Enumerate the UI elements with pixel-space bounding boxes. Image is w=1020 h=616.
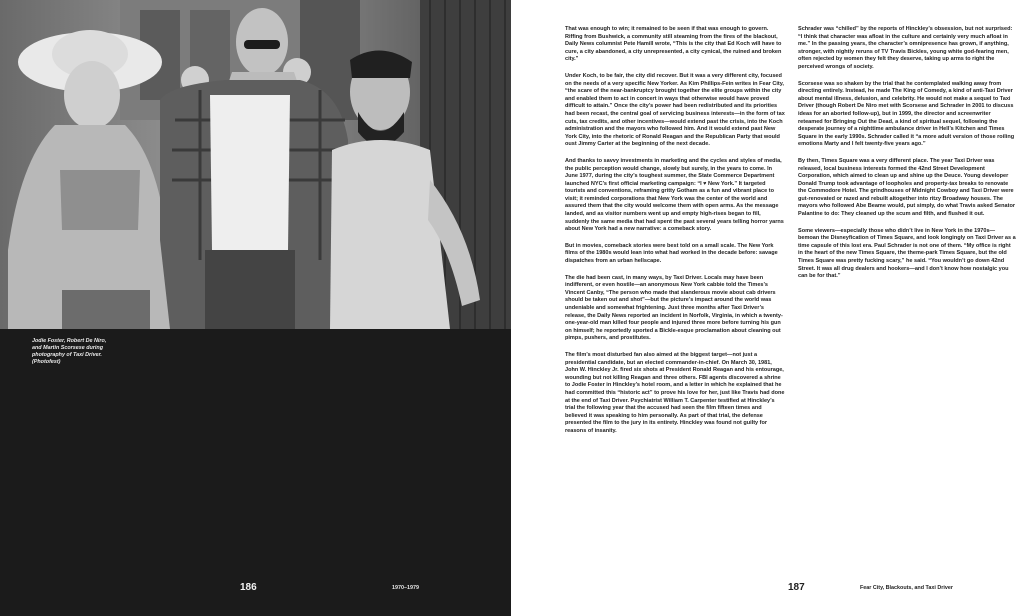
text-column-right [798,26,1016,290]
page-number-left: 186 [240,582,257,593]
running-head-right: Fear City, Blackouts, and Taxi Driver [860,585,953,591]
paragraph: That was enough to win; it remained to be seen if that was enough to govern. Riffing from Bushwick, a community still steaming from the fires of the blackout, Daily News columnist Pete Hamill wrote, “This is the city that Ed Koch will have to cure, a city abandoned, a city unrepresented, a city cynical, the ruined and broken city.” [565,26,782,63]
paragraph: Some viewers—especially those who didn’t live in New York in the 1970s—bemoan the Disneyfication of Times Square, and look longingly on Taxi Driver as a time capsule of this lost era. Paul Schrader is not one of them. “My office is right in the heart of the new Times Square, the theme-park Times Square, but the old Times Square was pretty fucking scary,” he said. “You wouldn’t go down 42nd Street. It was all drug dealers and hookers—and I don’t know how nostalgic you can be for that.” [798,227,1016,280]
production-photo-art [0,0,511,329]
text-column-left [565,26,785,445]
paragraph: Under Koch, to be fair, the city did recover. But it was a very different city, focused on the needs of a very specific New Yorker. As Kim Phillips-Fein writes in Fear City, “the scare of the near-bankruptcy brought together the elite groups within the city and enabled them to act in concert in ways that otherwise would have proved difficult to attain.” Once the city’s power had been redistributed and its priorities had been recast, the central goal of servicing business interests—in the form of tax cuts, tax credits, and other incentives—would extend past the crisis, into the Koch administration and the mayors who followed him. And it would extend past New York City, into the rhetoric of Ronald Reagan and the Republican Party that would oust Jimmy Carter at the beginning of the next decade. [565,72,785,148]
paragraph: But in movies, comeback stories were best told on a small scale. The New York films of the 1980s would lean into what had worked in the decade before: savage dispatches from an urban hellscape. [565,242,778,265]
paragraph: By then, Times Square was a very different place. The year Taxi Driver was released, local business interests formed the 42nd Street Development Corporation, which aimed to clean up and shine up the Deuce. Young developer Donald Trump took advantage of loopholes and property-tax breaks to renovate the Commodore Hotel. The grindhouses of Midnight Cowboy and Taxi Driver were gut-renovated or razed and rebuilt altogether into ritzy Broadway houses. The mayors who followed Abe Beame would, put simply, do what Travis asked Senator Palantine to do: They cleaned up the scum and filth, and flushed it out. [798,157,1015,218]
production-photo [0,0,511,329]
paragraph: The die had been cast, in many ways, by Taxi Driver. Locals may have been indifferent, or even hostile—an anonymous New York cabbie told the Times’s Vincent Canby, “The person who made that slanderous movie about cab drivers should be taken out and shot”—but the picture’s impact around the world was undeniable and somewhat frightening. Just three months after Taxi Driver’s release, the Daily News reported an incident in Norfolk, Virginia, in which a twenty-one-year-old man killed four people and injured three more before turning his gun on himself; he reportedly sported a Bickle-esque proclamation about cleaning out pimps, pushers, and prostitutes. [565,274,783,342]
paragraph: The film’s most disturbed fan also aimed at the biggest target—not just a presidential candidate, but an elected commander-in-chief. On March 30, 1981, John W. Hinckley Jr. fired six shots at President Ronald Reagan and his entourage, wounding but not killing Reagan and three others. FBI agents discovered a shrine to Jodie Foster in Hinckley’s hotel room, and a letter in which he explained that he had committed this “historic act” to prove his love for her, just like Travis had done at the end of Taxi Driver. Psychiatrist William T. Carpenter testified at Hinckley’s trial the following year that the accused had seen the film fifteen times and believed it was speaking to him personally. As part of that trial, the defense presented the film to the jury in its entirety. Hinckley was found not guilty for reasons of insanity. [565,351,785,434]
paragraph: Scorsese was so shaken by the trial that he contemplated walking away from directing entirely. Instead, he made The King of Comedy, a kind of anti-Taxi Driver about mental illness, delusion, and celebrity. He would not make a sequel to Taxi Driver (though Robert De Niro met with Scorsese and Schrader in 2001 to discuss ideas for an aborted follow-up), but in 1999, the director and screenwriter reteamed for Bringing Out the Dead, a kind of spiritual sequel, following the desperate journey of a nighttime ambulance driver in Hell’s Kitchen and Times Square in the early 1990s. Schrader called it “a more adult version of those roiling emotions Marty and I felt twenty-five years ago.” [798,80,1015,148]
page-number-right: 187 [788,582,805,593]
paragraph: And thanks to savvy investments in marketing and the cycles and styles of media, the public perception would change, slowly but surely, in the years to come. In June 1977, during the city’s toughest summer, the State Commerce Department launched NYC’s first official marketing campaign: “I ♥ New York.” It targeted tourists and conventions, reframing gritty Gotham as a fun and vibrant place to visit; it reminded corporations that New York was the center of the world and assured them that the city would welcome them with open arms. As the message landed, and as visitor numbers went up and empty high-rises began to fill, suddenly the same media that had spent the past several years telling horror yarns about New York had a new narrative: a comeback story. [565,157,784,233]
section-label-left: 1970–1979 [392,585,419,591]
paragraph: Schrader was “chilled” by the reports of Hinckley’s obsession, but not surprised: “I think that character was afloat in the culture and certainly very much afloat in me.” In the passing years, the character’s omnipresence has grown, if anything, stronger, with nightly reruns of TV Travis Bickles, young white god-fearing men, often rejected by women they felt they deserve, taking up arms to right the perceived wrongs of society. [798,26,1013,70]
photo-caption: Jodie Foster, Robert De Niro, and Martin Scorsese during photography of Taxi Driver. (Photofest) [32,338,107,365]
right-page [511,0,1020,616]
